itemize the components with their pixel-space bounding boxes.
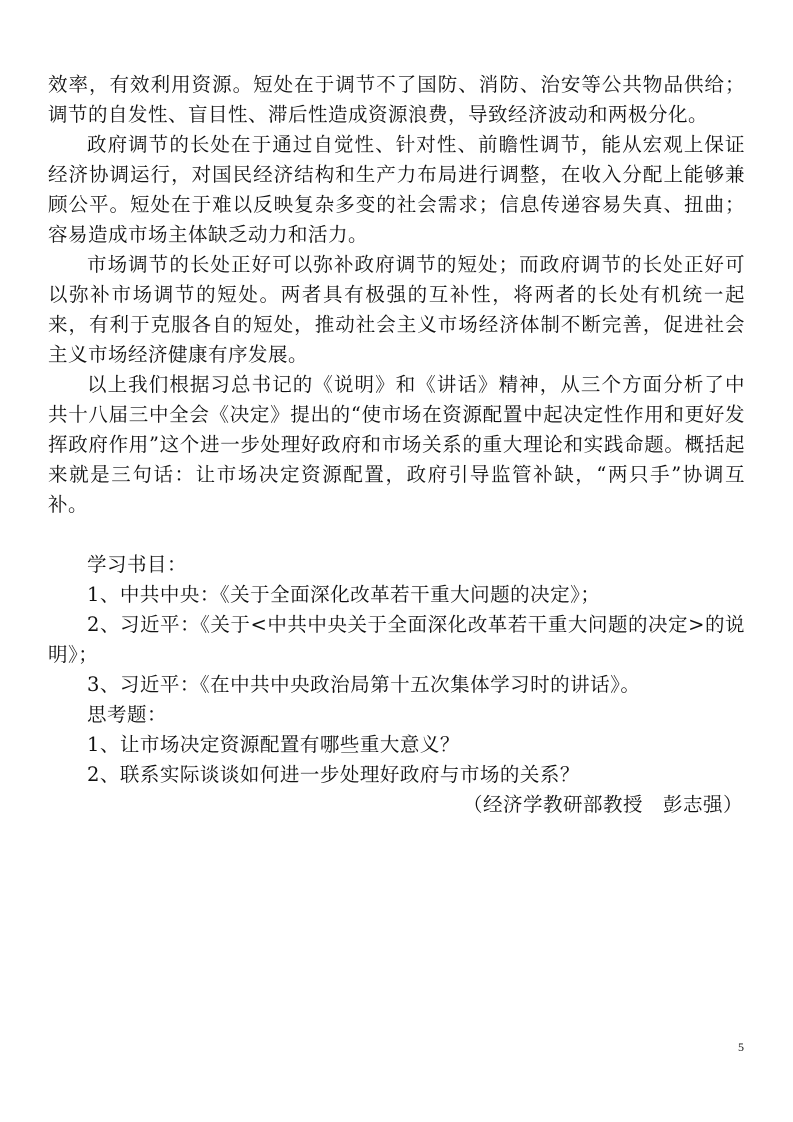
- question-item: 1、让市场决定资源配置有哪些重大意义？: [87, 733, 460, 756]
- reading-list-heading: 学习书目：: [87, 553, 188, 576]
- reading-list-item: 3、习近平：《在中共中央政治局第十五次集体学习时的讲话》。: [87, 673, 641, 696]
- questions-heading: 思考题：: [87, 703, 168, 726]
- author-signature: （经济学教研部教授 彭志强）: [462, 793, 743, 816]
- paragraph-government-regulation: 政府调节的长处在于通过自觉性、针对性、前瞻性调节，能从宏观上保证经济协调运行，对国民经济结构和生产力布局进行调整，在收入分配上能够兼顾公平。短处在于难以反映复杂多变的社会需求；信息传递容易失真、扭曲；容易造成市场主体缺乏动力和活力。: [48, 133, 745, 246]
- paragraph-continuation: 效率，有效利用资源。短处在于调节不了国防、消防、治安等公共物品供给；调节的自发性、盲目性、滞后性造成资源浪费，导致经济波动和两极分化。: [48, 73, 745, 126]
- paragraph-complementarity: 市场调节的长处正好可以弥补政府调节的短处；而政府调节的长处正好可以弥补市场调节的短处。两者具有极强的互补性，将两者的长处有机统一起来，有利于克服各自的短处，推动社会主义市场经济体制不断完善，促进社会主义市场经济健康有序发展。: [48, 253, 745, 366]
- reading-list-item: 2、习近平：《关于<中共中央关于全面深化改革若干重大问题的决定>的说明》；: [48, 613, 745, 666]
- reading-list-item: 1、中共中央：《关于全面深化改革若干重大问题的决定》；: [87, 583, 601, 606]
- document-body: [48, 70, 745, 820]
- question-item: 2、联系实际谈谈如何进一步处理好政府与市场的关系？: [87, 763, 580, 786]
- section-gap: [48, 520, 745, 550]
- page-number: 5: [738, 1040, 744, 1054]
- paragraph-summary: 以上我们根据习总书记的《说明》和《讲话》精神，从三个方面分析了中共十八届三中全会《决定》提出的“使市场在资源配置中起决定性作用和更好发挥政府作用”这个进一步处理好政府和市场关系的重大理论和实践命题。概括起来就是三句话：让市场决定资源配置，政府引导监管补缺，“两只手”协调互补。: [48, 373, 745, 516]
